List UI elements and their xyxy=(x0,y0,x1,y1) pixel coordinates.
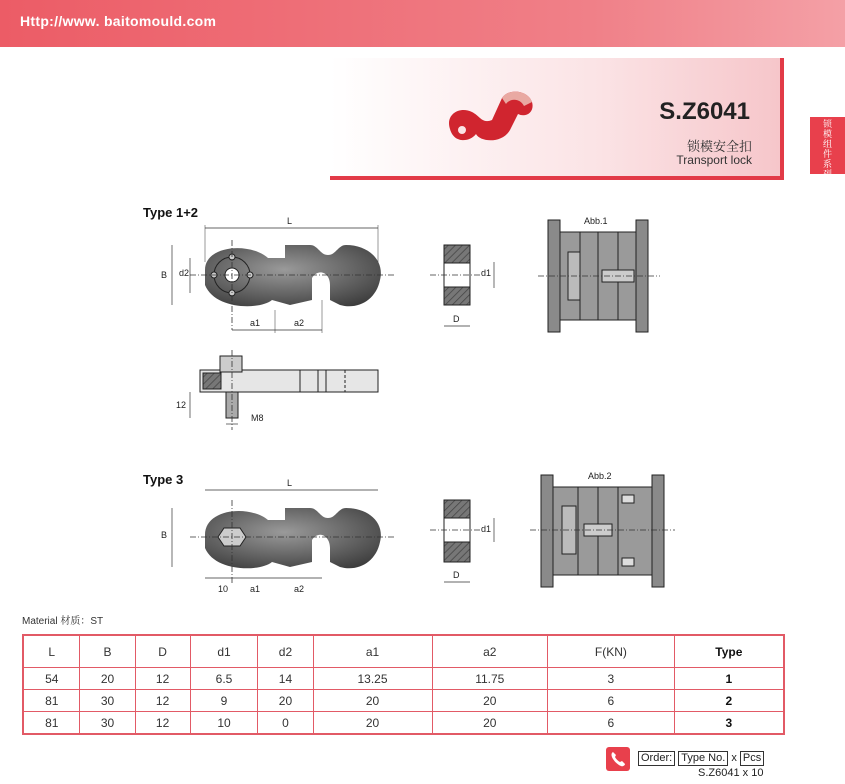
col-header: d2 xyxy=(258,635,313,668)
dim-a2: a2 xyxy=(294,318,305,328)
table-cell: 1 xyxy=(674,668,784,690)
table-cell: 11.75 xyxy=(432,668,548,690)
col-header: d1 xyxy=(190,635,258,668)
table-cell: 14 xyxy=(258,668,313,690)
product-title-en: Transport lock xyxy=(676,153,752,167)
table-cell: 6.5 xyxy=(190,668,258,690)
table-cell: 20 xyxy=(313,690,432,712)
dim-D: D xyxy=(453,314,460,324)
dim-D-type3: D xyxy=(453,570,460,580)
col-header: B xyxy=(80,635,135,668)
phone-glyph xyxy=(606,747,630,771)
dim-d1-type3: d1 xyxy=(481,524,492,534)
abb1-mould-view xyxy=(538,220,660,332)
material-note: Material 材质：ST xyxy=(22,616,104,627)
website-url[interactable]: Http://www. baitomould.com xyxy=(20,13,217,29)
dim-a1: a1 xyxy=(250,318,261,328)
type-3-label: Type 3 xyxy=(143,472,184,487)
table-cell: 6 xyxy=(548,712,675,735)
table-cell: 10 xyxy=(190,712,258,735)
phone-icon[interactable] xyxy=(606,747,630,771)
col-header: L xyxy=(23,635,80,668)
order-times: x xyxy=(731,752,737,764)
table-cell: 13.25 xyxy=(313,668,432,690)
dim-m8: M8 xyxy=(251,413,264,423)
type12-top-view xyxy=(172,225,395,333)
product-title-cn: 锁模安全扣 xyxy=(686,139,752,154)
col-header: D xyxy=(135,635,190,668)
table-cell: 12 xyxy=(135,668,190,690)
dim-d1: d1 xyxy=(481,268,492,278)
table-cell: 20 xyxy=(80,668,135,690)
col-header: a2 xyxy=(432,635,548,668)
category-label: 锁模组件系列 xyxy=(822,119,832,179)
type3-side-section xyxy=(430,500,494,582)
dim-L: L xyxy=(287,216,293,226)
dim-B-type3: B xyxy=(161,530,168,540)
dim-a2-type3: a2 xyxy=(294,584,305,594)
abb1-label: Abb.1 xyxy=(584,216,608,226)
table-header-row xyxy=(23,635,784,668)
type3-top-view xyxy=(172,490,395,583)
dim-a1-type3: a1 xyxy=(250,584,261,594)
table-cell: 12 xyxy=(135,690,190,712)
order-example: S.Z6041 x 10 xyxy=(698,767,764,779)
table-cell: 3 xyxy=(548,668,675,690)
type12-front-view xyxy=(190,350,378,430)
order-label: Order: xyxy=(638,751,675,766)
order-pcs: Pcs xyxy=(740,751,764,766)
dim-B: B xyxy=(161,270,168,280)
col-header: F(KN) xyxy=(548,635,675,668)
table-cell: 81 xyxy=(23,712,80,735)
table-cell: 20 xyxy=(258,690,313,712)
abb2-label: Abb.2 xyxy=(588,471,612,481)
col-header: a1 xyxy=(313,635,432,668)
table-cell: 54 xyxy=(23,668,80,690)
order-type-no: Type No. xyxy=(678,751,728,766)
dim-L-type3: L xyxy=(287,478,293,488)
table-cell: 0 xyxy=(258,712,313,735)
type12-side-section xyxy=(430,245,494,326)
spec-table xyxy=(22,634,785,735)
table-cell: 2 xyxy=(674,690,784,712)
table-row xyxy=(23,690,784,712)
table-row xyxy=(23,712,784,735)
table-cell: 20 xyxy=(313,712,432,735)
col-header: Type xyxy=(674,635,784,668)
table-cell: 20 xyxy=(432,690,548,712)
table-cell: 30 xyxy=(80,712,135,735)
dim-12: 12 xyxy=(176,400,187,410)
dim-10: 10 xyxy=(218,584,229,594)
product-code: S.Z6041 xyxy=(659,98,750,125)
table-cell: 6 xyxy=(548,690,675,712)
table-cell: 12 xyxy=(135,712,190,735)
table-cell: 30 xyxy=(80,690,135,712)
table-cell: 20 xyxy=(432,712,548,735)
table-row xyxy=(23,668,784,690)
table-cell: 9 xyxy=(190,690,258,712)
dim-d2: d2 xyxy=(179,268,190,278)
abb2-mould-view xyxy=(530,475,675,587)
type-12-label: Type 1+2 xyxy=(143,205,199,220)
table-cell: 81 xyxy=(23,690,80,712)
table-cell: 3 xyxy=(674,712,784,735)
